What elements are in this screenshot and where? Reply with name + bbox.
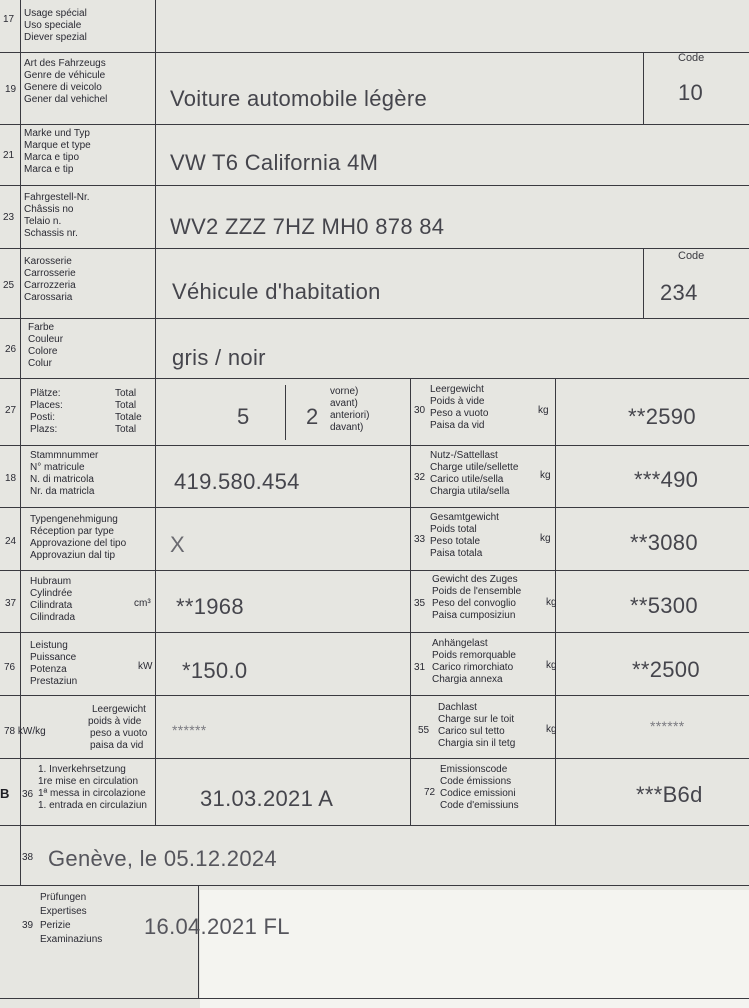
rule bbox=[20, 0, 21, 885]
label-fr: Places: bbox=[30, 400, 63, 411]
label-de: Leergewicht bbox=[430, 384, 484, 395]
first-registration-value: 31.03.2021 A bbox=[200, 786, 334, 811]
label-it: Perizie bbox=[40, 920, 71, 931]
unit-kw: kW bbox=[138, 661, 153, 672]
type-approval-value: X bbox=[170, 532, 185, 557]
unit-kg: kg bbox=[546, 724, 557, 735]
field-number: 37 bbox=[5, 598, 17, 609]
code-label: Code bbox=[678, 52, 705, 64]
label-total: Total bbox=[115, 400, 137, 411]
label-de: Anhängelast bbox=[432, 638, 488, 649]
rule bbox=[0, 318, 749, 319]
rule bbox=[0, 758, 749, 759]
label-de: Gesamtgewicht bbox=[430, 512, 499, 523]
unit-kg: kg bbox=[538, 405, 549, 416]
label-rm: Chargia sin il tetg bbox=[438, 738, 516, 749]
rule bbox=[0, 124, 749, 125]
label-it: Carico utile/sella bbox=[430, 474, 504, 485]
rule bbox=[0, 507, 749, 508]
label-de: Gewicht des Zuges bbox=[432, 574, 518, 585]
label-rm: Chargia annexa bbox=[432, 674, 503, 685]
label-fr: Poids remorquable bbox=[432, 650, 516, 661]
unit-kg: kg bbox=[546, 660, 557, 671]
field-number: 72 bbox=[424, 787, 436, 798]
label-front: vorne) bbox=[330, 386, 359, 397]
matriculation-number-value: 419.580.454 bbox=[174, 469, 300, 494]
label-it: Carico sul tetto bbox=[438, 726, 505, 737]
label-rm: Gener dal vehichel bbox=[24, 94, 108, 105]
label-rm: Cilindrada bbox=[30, 612, 76, 623]
label-it: Peso totale bbox=[430, 536, 481, 547]
glare-area bbox=[200, 890, 749, 1008]
label-de: Farbe bbox=[28, 322, 55, 333]
field-number: 25 bbox=[3, 280, 15, 291]
unit-kg: kg bbox=[546, 597, 557, 608]
label-rm: Paisa totala bbox=[430, 548, 483, 559]
label-rm: Carossaria bbox=[24, 292, 73, 303]
label-rm: Schassis nr. bbox=[24, 228, 78, 239]
label-rm: Plazs: bbox=[30, 424, 58, 435]
label-front: davant) bbox=[330, 422, 364, 433]
label-it: Potenza bbox=[30, 664, 67, 675]
label-rm: Marca e tip bbox=[24, 164, 74, 175]
unit-kg: kg bbox=[540, 533, 551, 544]
rule bbox=[0, 378, 749, 379]
label-it: Codice emissioni bbox=[440, 788, 516, 799]
label-it: Peso del convoglio bbox=[432, 598, 516, 609]
label-it: Marca e tipo bbox=[24, 152, 80, 163]
total-weight-value: **3080 bbox=[630, 530, 698, 555]
label-it: Genere di veicolo bbox=[24, 82, 102, 93]
rule bbox=[285, 385, 286, 440]
label-rm: Paisa da vid bbox=[430, 420, 485, 431]
rule bbox=[643, 248, 644, 318]
unit-kg: kg bbox=[540, 470, 551, 481]
label-it: N. di matricola bbox=[30, 474, 94, 485]
label-it: Cilindrata bbox=[30, 600, 73, 611]
field-number: 36 bbox=[22, 789, 34, 800]
label-it: Telaio n. bbox=[24, 216, 62, 227]
vehicle-type-value: Voiture automobile légère bbox=[170, 86, 427, 111]
label-total: Total bbox=[115, 388, 137, 399]
label-it: Colore bbox=[28, 346, 58, 357]
field-number: 17 bbox=[3, 14, 15, 25]
empty-weight-value: **2590 bbox=[628, 404, 696, 429]
label-rm: paisa da vid bbox=[90, 740, 144, 751]
rule bbox=[0, 248, 749, 249]
label-de: Plätze: bbox=[30, 388, 61, 399]
label-it: Diever spezial bbox=[24, 32, 87, 43]
field-number: 38 bbox=[22, 852, 34, 863]
field-number: 30 bbox=[414, 405, 426, 416]
field-number: 24 bbox=[5, 536, 17, 547]
body-type-value: Véhicule d'habitation bbox=[172, 279, 381, 304]
field-number: 39 bbox=[22, 920, 34, 931]
label-fr: Marque et type bbox=[24, 140, 91, 151]
rule bbox=[410, 378, 411, 825]
rule bbox=[0, 632, 749, 633]
label-fr: Uso speciale bbox=[24, 20, 82, 31]
field-number: 23 bbox=[3, 212, 15, 223]
label-fr: Puissance bbox=[30, 652, 77, 663]
label-it: Peso a vuoto bbox=[430, 408, 489, 419]
label-de: Leistung bbox=[30, 640, 68, 651]
label-rm: Examinaziuns bbox=[40, 934, 103, 945]
label-total: Totale bbox=[115, 412, 142, 423]
make-model-value: VW T6 California 4M bbox=[170, 150, 379, 175]
label-rm: Chargia utila/sella bbox=[430, 486, 510, 497]
field-number: 31 bbox=[414, 662, 426, 673]
label-fr: Charge sur le toit bbox=[438, 714, 515, 725]
label-fr: Couleur bbox=[28, 334, 64, 345]
label-it: Carrozzeria bbox=[24, 280, 76, 291]
label-de: 1. Inverkehrsetzung bbox=[38, 764, 126, 775]
label-de: Typengenehmigung bbox=[30, 514, 118, 525]
emission-code-value: ***B6d bbox=[636, 782, 703, 807]
rule bbox=[0, 885, 749, 886]
field-number: 27 bbox=[5, 405, 17, 416]
label-total: Total bbox=[115, 424, 137, 435]
seats-front-value: 2 bbox=[306, 404, 319, 429]
label-de: Nutz-/Sattellast bbox=[430, 450, 498, 461]
rule bbox=[0, 825, 749, 826]
marker-b: B bbox=[0, 786, 10, 801]
field-number: 32 bbox=[414, 472, 426, 483]
label-fr: Expertises bbox=[40, 906, 87, 917]
seats-total-value: 5 bbox=[237, 404, 250, 429]
label-de: Leergewicht bbox=[92, 704, 146, 715]
field-number: 26 bbox=[5, 344, 17, 355]
label-rm: Nr. da matricla bbox=[30, 486, 95, 497]
rule bbox=[155, 0, 156, 825]
issue-place-date-value: Genève, le 05.12.2024 bbox=[48, 846, 277, 871]
field-number: 76 bbox=[4, 662, 16, 673]
label-fr: Poids à vide bbox=[430, 396, 485, 407]
label-fr: Code émissions bbox=[440, 776, 512, 787]
label-rm: 1. entrada en circulaziun bbox=[38, 800, 147, 811]
rule bbox=[198, 885, 199, 998]
label-de: Dachlast bbox=[438, 702, 477, 713]
rule bbox=[643, 52, 644, 124]
train-weight-value: **5300 bbox=[630, 593, 698, 618]
label-de: Hubraum bbox=[30, 576, 72, 587]
label-it: peso a vuoto bbox=[90, 728, 148, 739]
chassis-number-value: WV2 ZZZ 7HZ MH0 878 84 bbox=[170, 214, 445, 239]
field-number: 21 bbox=[3, 150, 15, 161]
label-it: Approvazione del tipo bbox=[30, 538, 127, 549]
label-de: Fahrgestell-Nr. bbox=[24, 192, 90, 203]
displacement-value: **1968 bbox=[176, 594, 244, 619]
label-rm: Code d'emissiuns bbox=[440, 800, 519, 811]
field-number: 19 bbox=[5, 84, 17, 95]
label-de: Usage spécial bbox=[24, 8, 87, 19]
rule bbox=[0, 998, 749, 999]
color-value: gris / noir bbox=[172, 345, 266, 370]
label-de: Karosserie bbox=[24, 256, 72, 267]
label-de: Prüfungen bbox=[40, 892, 87, 903]
label-it: Carico rimorchiato bbox=[432, 662, 514, 673]
label-de: Stammnummer bbox=[30, 450, 99, 461]
field-number: 35 bbox=[414, 598, 426, 609]
roof-load-value: ****** bbox=[650, 718, 685, 734]
body-type-code: 234 bbox=[660, 280, 698, 305]
label-fr: Châssis no bbox=[24, 204, 74, 215]
payload-value: ***490 bbox=[634, 467, 699, 492]
field-number: 55 bbox=[418, 725, 430, 736]
power-weight-value: ****** bbox=[172, 722, 207, 738]
label-fr: Poids de l'ensemble bbox=[432, 586, 522, 597]
rule bbox=[0, 445, 749, 446]
field-number: 33 bbox=[414, 534, 426, 545]
rule bbox=[0, 185, 749, 186]
power-value: *150.0 bbox=[182, 658, 248, 683]
label-de: Art des Fahrzeugs bbox=[24, 58, 106, 69]
label-fr: 1re mise en circulation bbox=[38, 776, 139, 787]
label-de: Marke und Typ bbox=[24, 128, 90, 139]
label-fr: Carrosserie bbox=[24, 268, 76, 279]
label-rm: Approvaziun dal tip bbox=[30, 550, 116, 561]
label-front: avant) bbox=[330, 398, 358, 409]
label-it: 1ª messa in circolazione bbox=[38, 788, 146, 799]
rule bbox=[0, 695, 749, 696]
inspection-date-value: 16.04.2021 FL bbox=[144, 914, 290, 939]
vehicle-type-code: 10 bbox=[678, 80, 704, 105]
label-fr: Poids total bbox=[430, 524, 477, 535]
label-fr: poids à vide bbox=[88, 716, 142, 727]
towing-capacity-value: **2500 bbox=[632, 657, 700, 682]
field-number: 78 kW/kg bbox=[4, 726, 46, 737]
rule bbox=[0, 570, 749, 571]
label-fr: Genre de véhicule bbox=[24, 70, 106, 81]
label-fr: Réception par type bbox=[30, 526, 114, 537]
label-de: Emissionscode bbox=[440, 764, 508, 775]
label-rm: Paisa cumposiziun bbox=[432, 610, 516, 621]
label-it: Posti: bbox=[30, 412, 56, 423]
label-fr: Cylindrée bbox=[30, 588, 73, 599]
code-label: Code bbox=[678, 250, 705, 262]
label-fr: N° matricule bbox=[30, 462, 85, 473]
label-fr: Charge utile/sellette bbox=[430, 462, 519, 473]
rule bbox=[0, 52, 749, 53]
label-rm: Prestaziun bbox=[30, 676, 78, 687]
label-front: anteriori) bbox=[330, 410, 370, 421]
unit-cm3: cm³ bbox=[134, 598, 151, 609]
label-rm: Colur bbox=[28, 358, 52, 369]
field-number: 18 bbox=[5, 473, 17, 484]
